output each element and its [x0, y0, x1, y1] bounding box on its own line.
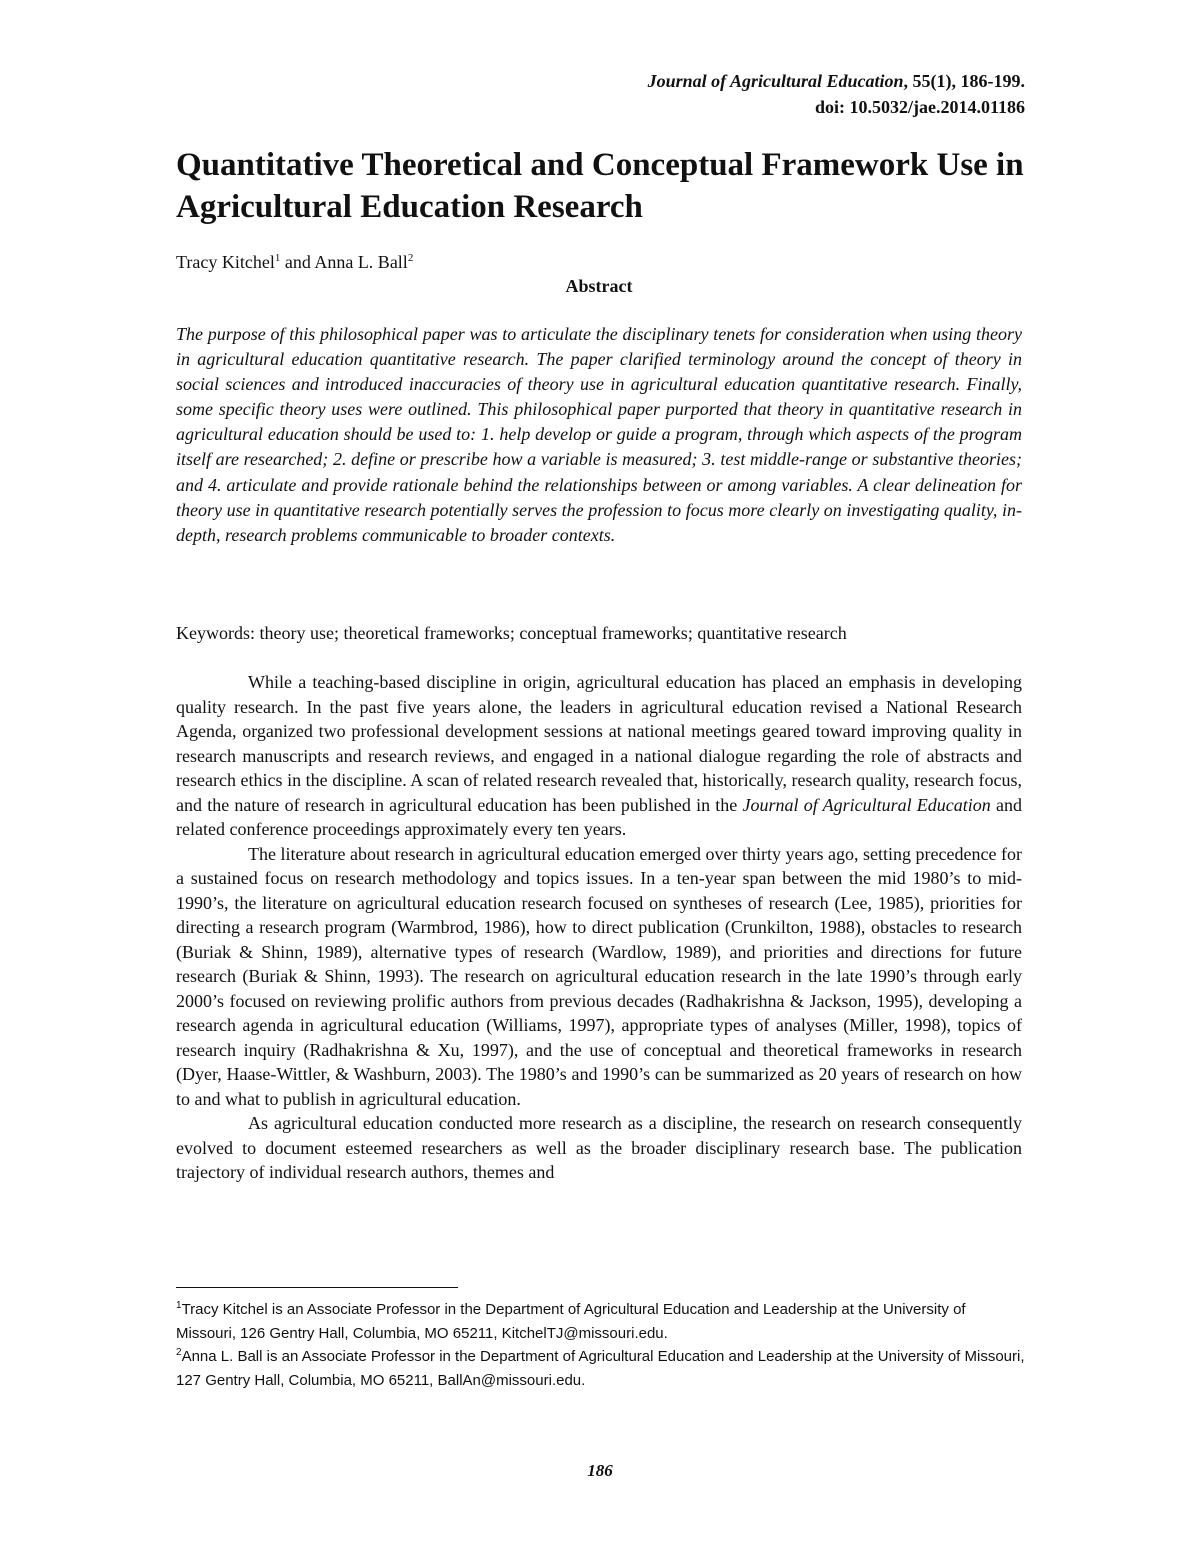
paper-title: Quantitative Theoretical and Conceptual Framework Use in Agricultural Education Research: [176, 147, 1024, 225]
keywords: Keywords: theory use; theoretical frameworks; conceptual frameworks; quantitative research: [176, 623, 847, 643]
page-number: 186: [587, 1461, 613, 1480]
footnote: [176, 1298, 1026, 1345]
footnote-marker: 1: [274, 252, 281, 264]
journal-reference: Journal of Agricultural Education: [742, 794, 991, 815]
journal-citation: [648, 68, 1025, 94]
footnote-marker: 2: [407, 252, 414, 264]
journal-name: Journal of Agricultural Education: [647, 71, 904, 91]
abstract-heading: Abstract: [565, 276, 633, 296]
paragraph-text: While a teaching-based discipline in origin, agricultural education has placed an emphasis in developing quality research. In the past five years alone, the leaders in agricultural education revised a National Research Agenda, organized two professional development sessions at national meetings geared toward improving quality in research manuscripts and research reviews, and engaged in a national dialogue regarding the role of abstracts and research ethics in the discipline. A scan of related research revealed that, historically, research quality, research focus, and the nature of research in agricultural education has been published in the: [176, 672, 1022, 815]
body-paragraph: As agricultural education conducted more research as a discipline, the research on research consequently evolved to document esteemed researchers as well as the broader disciplinary research base. The publication trajectory of individual research authors, themes and: [176, 1113, 1022, 1182]
abstract-text: The purpose of this philosophical paper was to articulate the disciplinary tenets for consideration when using theory in agricultural education quantitative research. The paper clarified terminology around the concept of theory in social sciences and introduced inaccuracies of theory use in agricultural education quantitative research. Finally, some specific theory uses were outlined. This philosophical paper purported that theory in quantitative research in agricultural education should be used to: 1. help develop or guide a program, through which aspects of the program itself are researched; 2. define or prescribe how a variable is measured; 3. test middle-range or substantive theories; and 4. articulate and provide rationale behind the relationships between or among variables. A clear delineation for theory use in quantitative research potentially serves the profession to focus more clearly on investigating quality, in-depth, research problems communicable to broader contexts.: [176, 324, 1022, 545]
body-text: [176, 670, 1022, 1185]
footnote-marker: 1: [176, 1300, 182, 1311]
body-paragraph: [176, 670, 1022, 842]
journal-volume-pages: , 55(1), 186-199.: [903, 71, 1025, 91]
footnote-marker: 2: [176, 1347, 182, 1358]
footnote-divider: [176, 1287, 458, 1288]
author-name: Anna L. Ball: [314, 252, 408, 272]
footnote-text: Tracy Kitchel is an Associate Professor in the Department of Agricultural Education and Leadership at the University of Missouri, 126 Gentry Hall, Columbia, MO 65211, KitchelTJ@missouri.edu.: [176, 1301, 966, 1342]
footnote: [176, 1345, 1026, 1392]
body-paragraph: The literature about research in agricultural education emerged over thirty years ago, setting precedence for a sustained focus on research methodology and topics issues. In a ten-year span between the mid 1980’s to mid- 1990’s, the literature on agricultural education research focused on syntheses of research (Lee, 1985), priorities for directing a research program (Warmbrod, 1986), how to direct publication (Crunkilton, 1988), obstacles to research (Buriak & Shinn, 1989), alternative types of research (Wardlow, 1989), and priorities and directions for future research (Buriak & Shinn, 1993). The research on agricultural education research in the late 1990’s through early 2000’s focused on reviewing prolific authors from previous decades (Radhakrishna & Jackson, 1995), developing a research agenda in agricultural education (Williams, 1997), appropriate types of analyses (Miller, 1998), topics of research inquiry (Radhakrishna & Xu, 1997), and the use of conceptual and theoretical frameworks in research (Dyer, Haase-Wittler, & Washburn, 2003). The 1980’s and 1990’s can be summarized as 20 years of research on how to and what to publish in agricultural education.: [176, 843, 1022, 1109]
doi: doi: 10.5032/jae.2014.01186: [815, 97, 1025, 117]
journal-citation-header: [648, 68, 1025, 120]
author-connector: and: [280, 252, 315, 272]
paragraph-text: and related conference proceedings approximately every ten years.: [176, 794, 1022, 839]
author-line: [176, 250, 413, 274]
author-name: Tracy Kitchel: [176, 252, 275, 272]
footnotes: [176, 1298, 1026, 1392]
footnote-text: Anna L. Ball is an Associate Professor in the Department of Agricultural Education and Leadership at the University of Missouri, 127 Gentry Hall, Columbia, MO 65211, BallAn@missouri.edu.: [176, 1348, 1025, 1389]
